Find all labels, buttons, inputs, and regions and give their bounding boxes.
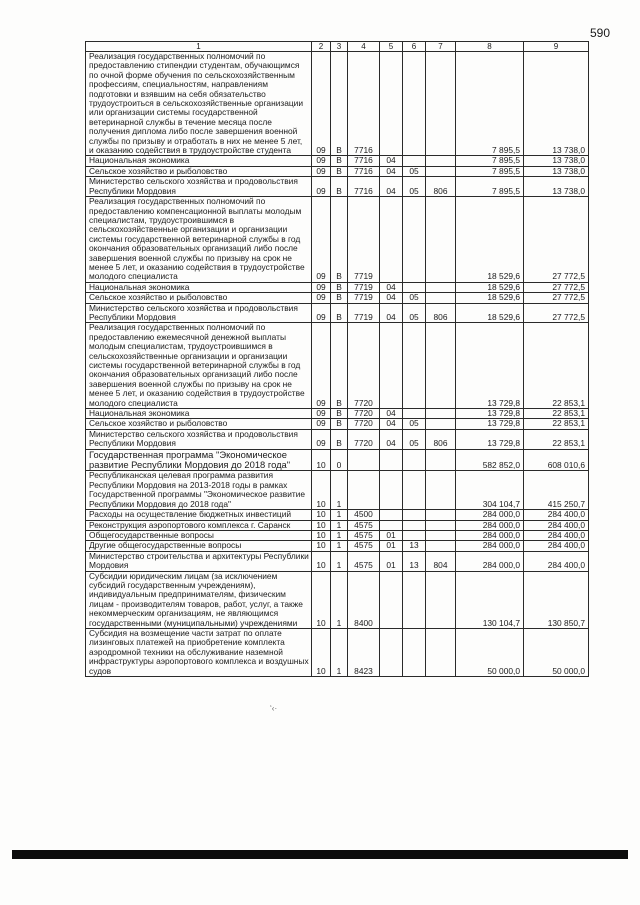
code-col-3: 1	[331, 471, 348, 510]
table-row	[86, 52, 589, 156]
amount-col-9: 130 850,7	[524, 571, 589, 628]
column-header: 3	[331, 42, 348, 52]
code-col-3: 1	[331, 510, 348, 520]
amount-col-8: 7 895,5	[456, 177, 524, 197]
code-col-3: В	[331, 419, 348, 429]
code-col-4: 7716	[348, 156, 380, 166]
amount-col-8: 18 529,6	[456, 282, 524, 292]
amount-col-9: 13 738,0	[524, 52, 589, 156]
table-row	[86, 282, 589, 292]
code-col-5: 04	[380, 166, 403, 176]
code-col-6	[403, 323, 426, 409]
amount-col-9: 27 772,5	[524, 282, 589, 292]
code-col-5	[380, 449, 403, 471]
code-col-4: 4575	[348, 551, 380, 571]
amount-col-9: 27 772,5	[524, 293, 589, 303]
amount-col-9: 22 853,1	[524, 409, 589, 419]
code-col-5: 04	[380, 409, 403, 419]
amount-col-9: 13 738,0	[524, 177, 589, 197]
scan-edge-bar	[12, 850, 628, 859]
amount-col-9: 22 853,1	[524, 419, 589, 429]
row-name: Национальная экономика	[86, 409, 312, 419]
table-row	[86, 419, 589, 429]
amount-col-8: 582 852,0	[456, 449, 524, 471]
table-row	[86, 409, 589, 419]
code-col-7	[426, 197, 456, 283]
scan-smudge: ‘‹·	[270, 704, 278, 713]
row-name: Министерство сельского хозяйства и продовольствия Республики Мордовия	[86, 177, 312, 197]
code-col-7	[426, 282, 456, 292]
code-col-4: 4500	[348, 510, 380, 520]
amount-col-9: 284 400,0	[524, 551, 589, 571]
amount-col-8: 18 529,6	[456, 293, 524, 303]
row-name: Сельское хозяйство и рыболовство	[86, 166, 312, 176]
code-col-6: 05	[403, 166, 426, 176]
row-name: Министерство сельского хозяйства и продовольствия Республики Мордовия	[86, 303, 312, 323]
column-header: 1	[86, 42, 312, 52]
table-row	[86, 177, 589, 197]
code-col-5	[380, 471, 403, 510]
table-row	[86, 197, 589, 283]
code-col-2: 10	[312, 541, 331, 551]
code-col-2: 10	[312, 510, 331, 520]
code-col-7	[426, 449, 456, 471]
code-col-6: 05	[403, 429, 426, 449]
row-name: Реализация государственных полномочий по предоставлению компенсационной выплаты молодым специалистам, трудоустроившимся в сельскохозяйственные организации и организации системы государственной ветеринарной службы в год окончания образовательных организаций либо после завершения военной службы по призыву на срок не менее 5 лет, и оказанию содействия в трудоустройстве молодого специалиста	[86, 197, 312, 283]
amount-col-8: 304 104,7	[456, 471, 524, 510]
code-col-4: 7720	[348, 323, 380, 409]
amount-col-8: 13 729,8	[456, 429, 524, 449]
code-col-2: 09	[312, 429, 331, 449]
amount-col-9: 608 010,6	[524, 449, 589, 471]
code-col-6	[403, 520, 426, 530]
amount-col-9: 284 400,0	[524, 541, 589, 551]
code-col-7	[426, 419, 456, 429]
row-name: Реализация государственных полномочий по предоставлению ежемесячной денежной выплаты молодым специалистам, трудоустроившимся в сельскохозяйственные организации и организации системы государственной ветеринарной службы в год окончания образовательных организаций либо после завершения военной службы по призыву на срок не менее 5 лет, и оказанию содействия в трудоустройстве молодого специалиста	[86, 323, 312, 409]
amount-col-9: 284 400,0	[524, 530, 589, 540]
code-col-4: 7719	[348, 197, 380, 283]
code-col-7	[426, 541, 456, 551]
code-col-7	[426, 323, 456, 409]
row-name: Национальная экономика	[86, 282, 312, 292]
code-col-6	[403, 52, 426, 156]
table-row	[86, 156, 589, 166]
row-name: Сельское хозяйство и рыболовство	[86, 293, 312, 303]
code-col-2: 09	[312, 197, 331, 283]
code-col-3: В	[331, 197, 348, 283]
code-col-6: 05	[403, 177, 426, 197]
code-col-6	[403, 197, 426, 283]
table-row	[86, 429, 589, 449]
amount-col-8: 13 729,8	[456, 409, 524, 419]
code-col-7	[426, 293, 456, 303]
code-col-2: 09	[312, 409, 331, 419]
amount-col-9: 284 400,0	[524, 510, 589, 520]
code-col-7: 806	[426, 177, 456, 197]
code-col-2: 09	[312, 419, 331, 429]
row-name: Другие общегосударственные вопросы	[86, 541, 312, 551]
code-col-5: 04	[380, 156, 403, 166]
code-col-4: 7716	[348, 177, 380, 197]
table-row	[86, 571, 589, 628]
code-col-3: В	[331, 293, 348, 303]
code-col-4: 8423	[348, 628, 380, 676]
code-col-6	[403, 530, 426, 540]
column-header: 5	[380, 42, 403, 52]
code-col-4: 7720	[348, 409, 380, 419]
table-header-row	[86, 42, 589, 52]
code-col-2: 09	[312, 323, 331, 409]
code-col-3: В	[331, 303, 348, 323]
table-row	[86, 166, 589, 176]
amount-col-9: 284 400,0	[524, 520, 589, 530]
row-name: Общегосударственные вопросы	[86, 530, 312, 540]
code-col-6	[403, 282, 426, 292]
code-col-5: 04	[380, 419, 403, 429]
code-col-5: 04	[380, 177, 403, 197]
code-col-3: 1	[331, 520, 348, 530]
code-col-4: 4575	[348, 541, 380, 551]
table-row	[86, 541, 589, 551]
table-row	[86, 628, 589, 676]
budget-table	[85, 41, 589, 677]
table-row	[86, 530, 589, 540]
code-col-5: 04	[380, 293, 403, 303]
code-col-5	[380, 571, 403, 628]
amount-col-9: 22 853,1	[524, 429, 589, 449]
code-col-7: 804	[426, 551, 456, 571]
row-name: Субсидии юридическим лицам (за исключением субсидий государственным учреждениям), индивидуальным предпринимателям, физическим лицам - производителям товаров, работ, услуг, а также некоммерческим организациям, не являющимся государственными (муниципальными) учреждениями	[86, 571, 312, 628]
table-row	[86, 323, 589, 409]
amount-col-9: 27 772,5	[524, 303, 589, 323]
code-col-7	[426, 628, 456, 676]
row-name: Субсидия на возмещение части затрат по оплате лизинговых платежей на приобретение комплекта аэродромной техники на обслуживание наземной инфраструктуры аэропортового комплекса и воздушных судов	[86, 628, 312, 676]
code-col-5	[380, 628, 403, 676]
table-row	[86, 449, 589, 471]
code-col-3: 1	[331, 551, 348, 571]
code-col-4: 7716	[348, 52, 380, 156]
code-col-3: В	[331, 409, 348, 419]
code-col-4: 7719	[348, 293, 380, 303]
code-col-5	[380, 52, 403, 156]
column-header: 2	[312, 42, 331, 52]
code-col-7	[426, 166, 456, 176]
code-col-3: В	[331, 156, 348, 166]
code-col-3: 1	[331, 628, 348, 676]
code-col-2: 10	[312, 628, 331, 676]
amount-col-9: 50 000,0	[524, 628, 589, 676]
column-header: 4	[348, 42, 380, 52]
code-col-4	[348, 471, 380, 510]
code-col-4: 4575	[348, 520, 380, 530]
code-col-6: 05	[403, 293, 426, 303]
amount-col-8: 284 000,0	[456, 530, 524, 540]
amount-col-9: 27 772,5	[524, 197, 589, 283]
table-row	[86, 510, 589, 520]
code-col-7	[426, 520, 456, 530]
amount-col-9: 415 250,7	[524, 471, 589, 510]
amount-col-8: 13 729,8	[456, 419, 524, 429]
amount-col-9: 13 738,0	[524, 166, 589, 176]
amount-col-9: 22 853,1	[524, 323, 589, 409]
code-col-7	[426, 530, 456, 540]
code-col-5: 01	[380, 551, 403, 571]
column-header: 7	[426, 42, 456, 52]
row-name: Реконструкция аэропортового комплекса г. Саранск	[86, 520, 312, 530]
code-col-2: 10	[312, 551, 331, 571]
code-col-4	[348, 449, 380, 471]
code-col-6	[403, 409, 426, 419]
code-col-2: 10	[312, 520, 331, 530]
page-number: 590	[590, 26, 611, 40]
table-row	[86, 551, 589, 571]
code-col-6	[403, 510, 426, 520]
amount-col-8: 7 895,5	[456, 156, 524, 166]
amount-col-8: 284 000,0	[456, 510, 524, 520]
table-row	[86, 520, 589, 530]
amount-col-8: 7 895,5	[456, 166, 524, 176]
code-col-6: 05	[403, 419, 426, 429]
code-col-5	[380, 510, 403, 520]
code-col-5: 01	[380, 530, 403, 540]
code-col-4: 4575	[348, 530, 380, 540]
row-name: Министерство сельского хозяйства и продовольствия Республики Мордовия	[86, 429, 312, 449]
code-col-3: 1	[331, 541, 348, 551]
code-col-3: В	[331, 177, 348, 197]
row-name: Республиканская целевая программа развития Республики Мордовия на 2013-2018 годы в рамках Государственной программы "Экономическое развитие Республики Мордовия до 2018 года"	[86, 471, 312, 510]
code-col-3: В	[331, 52, 348, 156]
code-col-3: В	[331, 166, 348, 176]
code-col-4: 7716	[348, 166, 380, 176]
code-col-6	[403, 571, 426, 628]
code-col-6	[403, 628, 426, 676]
code-col-4: 7720	[348, 419, 380, 429]
code-col-2: 09	[312, 282, 331, 292]
row-name: Расходы на осуществление бюджетных инвестиций	[86, 510, 312, 520]
code-col-7	[426, 571, 456, 628]
code-col-2: 09	[312, 156, 331, 166]
code-col-3: В	[331, 429, 348, 449]
row-name: Государственная программа "Экономическое развитие Республики Мордовия до 2018 года"	[86, 449, 312, 471]
code-col-4: 7720	[348, 429, 380, 449]
code-col-7	[426, 409, 456, 419]
row-name: Реализация государственных полномочий по предоставлению стипендии студентам, обучающимся по очной форме обучения по сельскохозяйственным профессиям, специальностям, направлениям подготовки и взявшим на себя обязательство трудоустроиться в сельскохозяйственные организации или организации системы государственной ветеринарной службы в течение месяца после получения диплома либо после завершения военной службы по призыву и отработать в них не менее 5 лет, и оказанию содействия в трудоустройстве студента	[86, 52, 312, 156]
table-body	[86, 52, 589, 677]
table-row	[86, 303, 589, 323]
code-col-2: 10	[312, 571, 331, 628]
table-row	[86, 471, 589, 510]
code-col-4: 7719	[348, 303, 380, 323]
code-col-7: 806	[426, 429, 456, 449]
row-name: Министерство строительства и архитектуры Республики Мордовия	[86, 551, 312, 571]
amount-col-8: 284 000,0	[456, 551, 524, 571]
code-col-3: 0	[331, 449, 348, 471]
code-col-5: 04	[380, 303, 403, 323]
code-col-4: 8400	[348, 571, 380, 628]
code-col-2: 10	[312, 471, 331, 510]
amount-col-8: 18 529,6	[456, 197, 524, 283]
code-col-7	[426, 471, 456, 510]
code-col-2: 10	[312, 449, 331, 471]
table-row	[86, 293, 589, 303]
row-name: Сельское хозяйство и рыболовство	[86, 419, 312, 429]
column-header: 9	[524, 42, 589, 52]
code-col-6: 13	[403, 541, 426, 551]
amount-col-8: 13 729,8	[456, 323, 524, 409]
amount-col-8: 284 000,0	[456, 541, 524, 551]
code-col-3: В	[331, 323, 348, 409]
code-col-5: 04	[380, 282, 403, 292]
amount-col-8: 18 529,6	[456, 303, 524, 323]
amount-col-8: 130 104,7	[456, 571, 524, 628]
code-col-2: 10	[312, 530, 331, 540]
code-col-6	[403, 449, 426, 471]
amount-col-8: 7 895,5	[456, 52, 524, 156]
code-col-7	[426, 156, 456, 166]
code-col-7: 806	[426, 303, 456, 323]
code-col-6	[403, 156, 426, 166]
code-col-7	[426, 510, 456, 520]
amount-col-9: 13 738,0	[524, 156, 589, 166]
code-col-2: 09	[312, 303, 331, 323]
code-col-5	[380, 520, 403, 530]
code-col-2: 09	[312, 177, 331, 197]
code-col-5: 01	[380, 541, 403, 551]
code-col-5: 04	[380, 429, 403, 449]
code-col-3: 1	[331, 571, 348, 628]
amount-col-8: 284 000,0	[456, 520, 524, 530]
code-col-2: 09	[312, 52, 331, 156]
code-col-5	[380, 197, 403, 283]
row-name: Национальная экономика	[86, 156, 312, 166]
code-col-7	[426, 52, 456, 156]
amount-col-8: 50 000,0	[456, 628, 524, 676]
code-col-6: 13	[403, 551, 426, 571]
column-header: 6	[403, 42, 426, 52]
code-col-4: 7719	[348, 282, 380, 292]
code-col-3: В	[331, 282, 348, 292]
column-header: 8	[456, 42, 524, 52]
code-col-2: 09	[312, 166, 331, 176]
code-col-2: 09	[312, 293, 331, 303]
code-col-6	[403, 471, 426, 510]
code-col-6: 05	[403, 303, 426, 323]
code-col-5	[380, 323, 403, 409]
code-col-3: 1	[331, 530, 348, 540]
